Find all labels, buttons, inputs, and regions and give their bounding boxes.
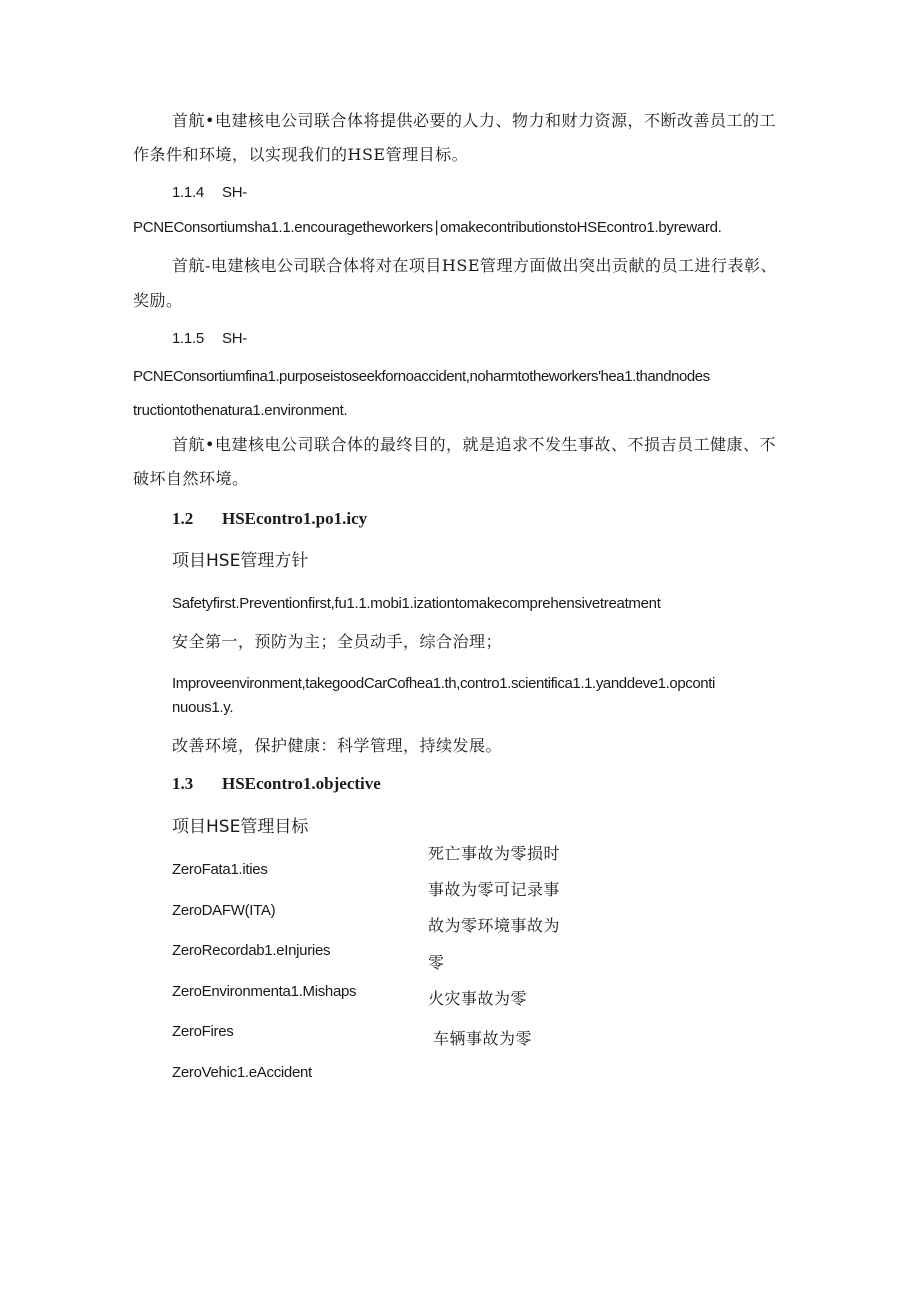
clause-head-text: SH- — [222, 184, 247, 201]
objective-cn-item: 火灾事故为零 — [428, 989, 528, 1008]
section-title: HSEcontro1.po1.icy — [222, 509, 368, 528]
objective-cn-item: 死亡事故为零损时 — [428, 844, 561, 863]
paragraph-resources-cn-line2: 作条件和环境，以实现我们的HSE管理目标。 — [133, 145, 469, 164]
policy-en-line1: Safetyfirst.Preventionfirst,fu1.1.mobi1.izationtomakecomprehensivetreatment — [172, 595, 661, 612]
section-1-3-heading — [172, 773, 381, 795]
clause-1-1-4-en-line: PCNEConsortiumsha1.1.encouragetheworkers∣omakecontributionstoHSEcontro1.byreward. — [133, 219, 722, 236]
section-1-2-heading — [172, 508, 367, 530]
clause-1-1-5-en-line1: PCNEConsortiumfina1.purposeistoseekfornoaccident,noharmtotheworkers'hea1.thandnodes — [133, 368, 710, 385]
objective-en-item: ZeroFata1.ities — [172, 861, 268, 878]
clause-1-1-4-cn-line1: 首航-电建核电公司联合体将对在项目HSE管理方面做出突出贡献的员工进行表彰、 — [172, 256, 778, 275]
clause-number: 1.1.4 — [172, 184, 204, 201]
objective-cn-item: 零 — [428, 953, 445, 972]
section-1-3-subtitle: 项目HSE管理目标 — [172, 817, 309, 837]
objective-en-item: ZeroFires — [172, 1023, 234, 1040]
policy-en-line2a: Improveenvironment,takegoodCarCofhea1.th,contro1.scientifica1.1.yanddeve1.opconti — [172, 675, 715, 692]
objective-en-item: ZeroEnvironmenta1.Mishaps — [172, 983, 357, 1000]
clause-number: 1.1.5 — [172, 330, 204, 347]
objective-en-item: ZeroDAFW(ITA) — [172, 902, 276, 919]
paragraph-resources-cn-line1: 首航•电建核电公司联合体将提供必要的人力、物力和财力资源，不断改善员工的工 — [172, 111, 776, 130]
policy-cn-line2: 改善环境，保护健康：科学管理，持续发展。 — [172, 736, 503, 755]
policy-en-line2b: nuous1.y. — [172, 699, 234, 716]
section-number: 1.2 — [172, 509, 194, 528]
clause-1-1-5-cn-line2: 破坏自然环境。 — [133, 469, 249, 488]
clause-1-1-4-heading — [172, 182, 247, 204]
objective-en-item: ZeroRecordab1.eInjuries — [172, 942, 331, 959]
section-1-2-subtitle: 项目HSE管理方针 — [172, 551, 309, 571]
clause-1-1-5-en-line2: tructiontothenatura1.environment. — [133, 402, 348, 419]
policy-cn-line1: 安全第一，预防为主；全员动手，综合治理； — [172, 632, 503, 651]
objective-en-item: ZeroVehic1.eAccident — [172, 1064, 312, 1081]
clause-1-1-4-cn-line2: 奖励。 — [133, 291, 183, 310]
clause-head-text: SH- — [222, 330, 247, 347]
objective-cn-item: 事故为零可记录事 — [428, 880, 561, 899]
clause-1-1-5-heading — [172, 328, 247, 350]
objective-cn-item: 故为零环境事故为 — [428, 916, 561, 935]
objective-cn-item: 车辆事故为零 — [433, 1029, 533, 1048]
clause-1-1-5-cn-line1: 首航•电建核电公司联合体的最终目的，就是追求不发生事故、不损吉员工健康、不 — [172, 435, 776, 454]
section-number: 1.3 — [172, 774, 194, 793]
section-title: HSEcontro1.objective — [222, 774, 381, 793]
